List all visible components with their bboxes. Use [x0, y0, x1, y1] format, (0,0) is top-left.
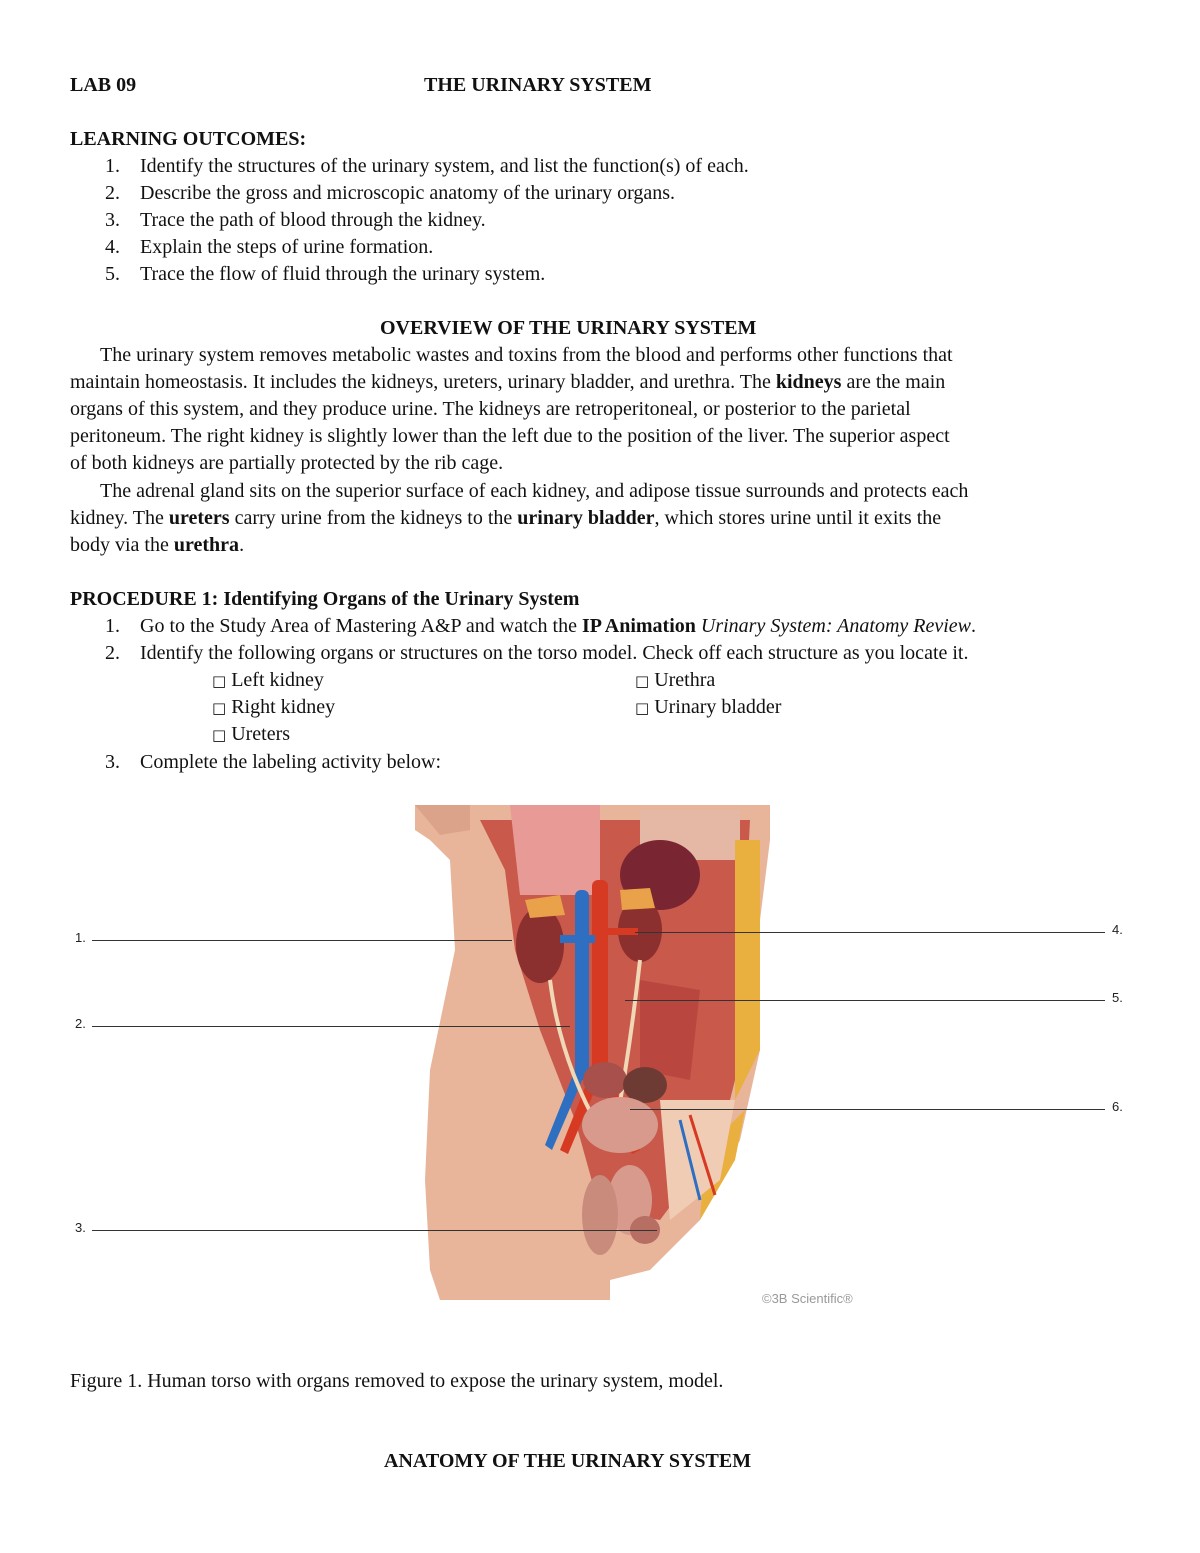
page-title: THE URINARY SYSTEM [424, 74, 652, 96]
figure-label-3: 3. [75, 1220, 86, 1235]
torso-figure [0, 800, 1200, 1320]
checkbox-icon[interactable]: □ [635, 699, 650, 717]
checkbox-icon[interactable]: □ [212, 672, 227, 690]
text-run: . [971, 615, 977, 637]
figure-label-4: 4. [1112, 922, 1123, 937]
step-text [140, 615, 976, 638]
ip-animation-label: IP Animation [581, 615, 696, 637]
text-line [70, 534, 244, 557]
term-urinary-bladder: urinary bladder [517, 507, 655, 529]
checklist-label: Ureters [231, 723, 291, 745]
text-run: body via the [70, 534, 174, 556]
text-line: peritoneum. The right kidney is slightly lower than the left due to the position of the liver. The superior aspect [70, 425, 950, 447]
text-run: are the main [841, 371, 946, 393]
lab-number: LAB 09 [70, 74, 137, 96]
text-line: The urinary system removes metabolic wastes and toxins from the blood and performs other functions that [100, 344, 953, 366]
leader-line-4 [635, 932, 1105, 933]
list-item-number: 5. [105, 263, 120, 285]
step-number: 1. [105, 615, 120, 637]
term-kidneys: kidneys [775, 371, 842, 393]
text-line: organs of this system, and they produce urine. The kidneys are retroperitoneal, or posterior to the parietal [70, 398, 911, 420]
checkbox-icon[interactable]: □ [212, 726, 227, 744]
checklist-label: Left kidney [231, 669, 324, 691]
leader-line-3 [92, 1230, 657, 1231]
figure-label-6: 6. [1112, 1099, 1123, 1114]
figure-label-5: 5. [1112, 990, 1123, 1005]
list-item-number: 1. [105, 155, 120, 177]
text-run: . [239, 534, 245, 556]
text-line [70, 507, 941, 530]
text-run: , which stores urine until it exits the [654, 507, 942, 529]
step-number: 2. [105, 642, 120, 664]
list-item: Trace the path of blood through the kidney. [140, 209, 486, 231]
leader-line-2 [92, 1026, 570, 1027]
list-item: Explain the steps of urine formation. [140, 236, 434, 258]
checklist-item-ureters[interactable] [212, 723, 290, 746]
leader-line-6 [630, 1109, 1105, 1110]
checklist-label: Right kidney [231, 696, 336, 718]
torso-illustration [0, 800, 1200, 1320]
list-item: Identify the structures of the urinary system, and list the function(s) of each. [140, 155, 749, 177]
procedure-heading: PROCEDURE 1: Identifying Organs of the Urinary System [70, 588, 580, 610]
checkbox-icon[interactable]: □ [212, 699, 227, 717]
text-run: kidney. The [70, 507, 169, 529]
term-ureters: ureters [168, 507, 230, 529]
text-line: of both kidneys are partially protected by the rib cage. [70, 452, 504, 474]
checkbox-icon[interactable]: □ [635, 672, 650, 690]
checklist-item-right-kidney[interactable] [212, 696, 335, 719]
list-item: Trace the flow of fluid through the urinary system. [140, 263, 546, 285]
term-urethra: urethra [173, 534, 240, 556]
text-run: carry urine from the kidneys to the [229, 507, 518, 529]
outcomes-heading: LEARNING OUTCOMES: [70, 128, 307, 150]
list-item-number: 2. [105, 182, 120, 204]
section-heading: ANATOMY OF THE URINARY SYSTEM [384, 1450, 752, 1472]
checklist-label: Urethra [654, 669, 716, 691]
text-run: maintain homeostasis. It includes the kidneys, ureters, urinary bladder, and urethra. The [70, 371, 776, 393]
checklist-item-urethra[interactable] [635, 669, 715, 692]
step-text: Identify the following organs or structures on the torso model. Check off each structure as you locate it. [140, 642, 969, 664]
leader-line-1 [92, 940, 512, 941]
checklist-item-left-kidney[interactable] [212, 669, 324, 692]
list-item-number: 4. [105, 236, 120, 258]
image-credit: ©3B Scientific® [762, 1291, 853, 1306]
text-line: The adrenal gland sits on the superior surface of each kidney, and adipose tissue surrounds and protects each [100, 480, 969, 502]
leader-line-5 [625, 1000, 1105, 1001]
list-item: Describe the gross and microscopic anatomy of the urinary organs. [140, 182, 676, 204]
text-line [70, 371, 945, 394]
animation-title: Urinary System: Anatomy Review [700, 615, 972, 637]
checklist-label: Urinary bladder [654, 696, 782, 718]
figure-label-1: 1. [75, 930, 86, 945]
checklist-item-urinary-bladder[interactable] [635, 696, 781, 719]
overview-heading: OVERVIEW OF THE URINARY SYSTEM [380, 317, 757, 339]
list-item-number: 3. [105, 209, 120, 231]
figure-label-2: 2. [75, 1016, 86, 1031]
step-text: Complete the labeling activity below: [140, 751, 442, 773]
figure-caption: Figure 1. Human torso with organs removed to expose the urinary system, model. [70, 1370, 724, 1392]
step-number: 3. [105, 751, 120, 773]
text-run: Go to the Study Area of Mastering A&P and watch the [140, 615, 582, 637]
